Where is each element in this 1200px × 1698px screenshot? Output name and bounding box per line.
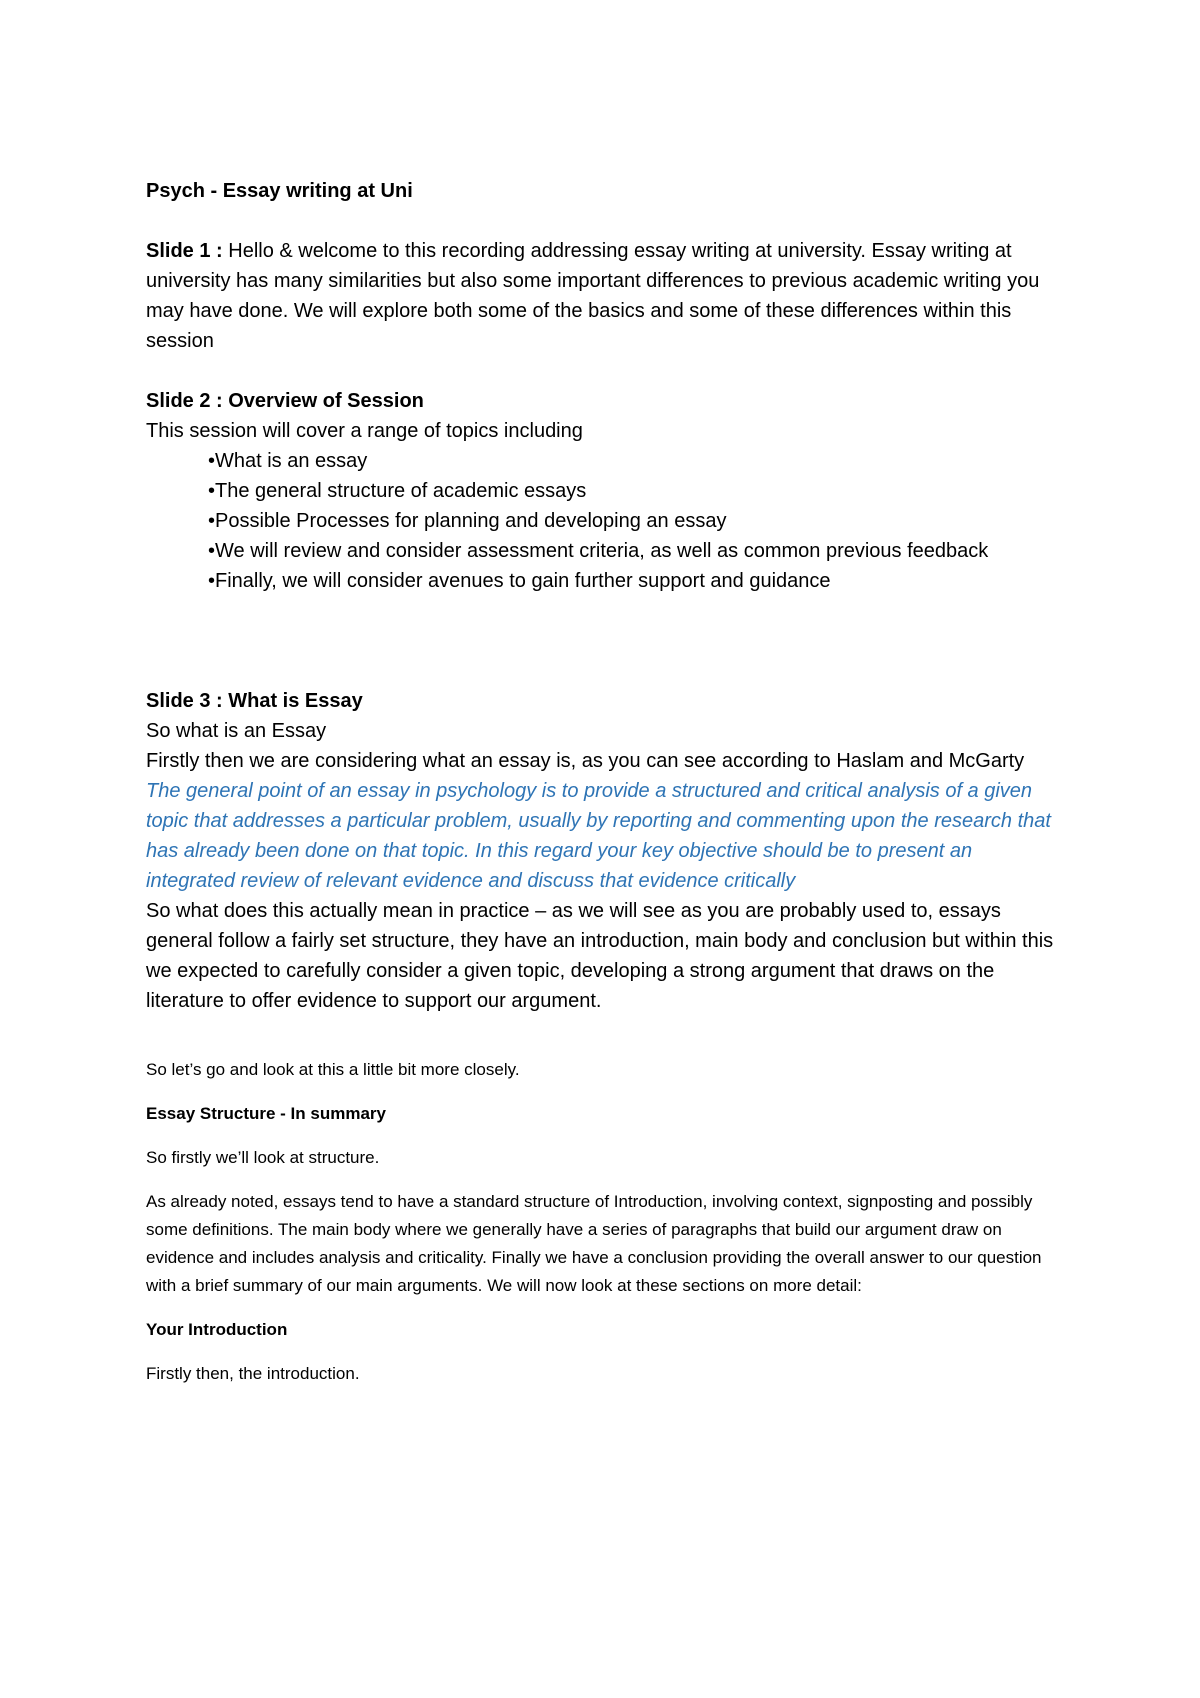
document-page xyxy=(146,176,1066,1404)
list-item: •Possible Processes for planning and developing an essay xyxy=(208,510,727,532)
slide2-bullet-list xyxy=(146,446,1066,596)
slide3-line1: So what is an Essay xyxy=(146,720,327,742)
document-title: Psych - Essay writing at Uni xyxy=(146,180,413,202)
structure-intro: So firstly we’ll look at structure. xyxy=(146,1148,380,1167)
introduction-heading: Your Introduction xyxy=(146,1320,288,1339)
slide3-line2: Firstly then we are considering what an essay is, as you can see according to Haslam and McGarty xyxy=(146,750,1025,772)
slide3-practice: So what does this actually mean in practice – as we will see as you are probably used to, essays general follow a fairly set structure, they have an introduction, main body and conclusion but within this we expected to carefully consider a given topic, developing a strong argument that draws on the literature to offer evidence to support our argument. xyxy=(146,900,1054,1012)
list-item: •Finally, we will consider avenues to gain further support and guidance xyxy=(208,570,831,592)
introduction-text: Firstly then, the introduction. xyxy=(146,1364,360,1383)
slide1-paragraph xyxy=(146,236,1066,356)
lets-go-paragraph: So let’s go and look at this a little bit more closely. xyxy=(146,1060,520,1079)
structure-paragraph: As already noted, essays tend to have a standard structure of Introduction, involving context, signposting and possibly some definitions. The main body where we generally have a series of paragraphs that build our argument draw on evidence and includes analysis and criticality. Finally we have a conclusion providing the overall answer to our question with a brief summary of our main arguments. We will now look at these sections on more detail: xyxy=(146,1192,1042,1295)
slide1-label: Slide 1 : xyxy=(146,240,223,262)
structure-heading: Essay Structure - In summary xyxy=(146,1104,386,1123)
list-item: •What is an essay xyxy=(208,450,368,472)
list-item: •The general structure of academic essays xyxy=(208,480,587,502)
slide1-text: Hello & welcome to this recording addressing essay writing at university. Essay writing at university has many similarities but also some important differences to previous academic writing you may have done. We will explore both some of the basics and some of these differences within this session xyxy=(146,240,1040,352)
slide3-heading: Slide 3 : What is Essay xyxy=(146,690,363,712)
spacer xyxy=(146,596,1066,686)
slide2-intro: This session will cover a range of topics including xyxy=(146,420,583,442)
list-item: •We will review and consider assessment criteria, as well as common previous feedback xyxy=(208,540,989,562)
slide2-heading: Slide 2 : Overview of Session xyxy=(146,390,424,412)
slide3-quote: The general point of an essay in psychology is to provide a structured and critical analysis of a given topic that addresses a particular problem, usually by reporting and commenting upon the research that has already been done on that topic. In this regard your key objective should be to present an integrated review of relevant evidence and discuss that evidence critically xyxy=(146,780,1051,892)
